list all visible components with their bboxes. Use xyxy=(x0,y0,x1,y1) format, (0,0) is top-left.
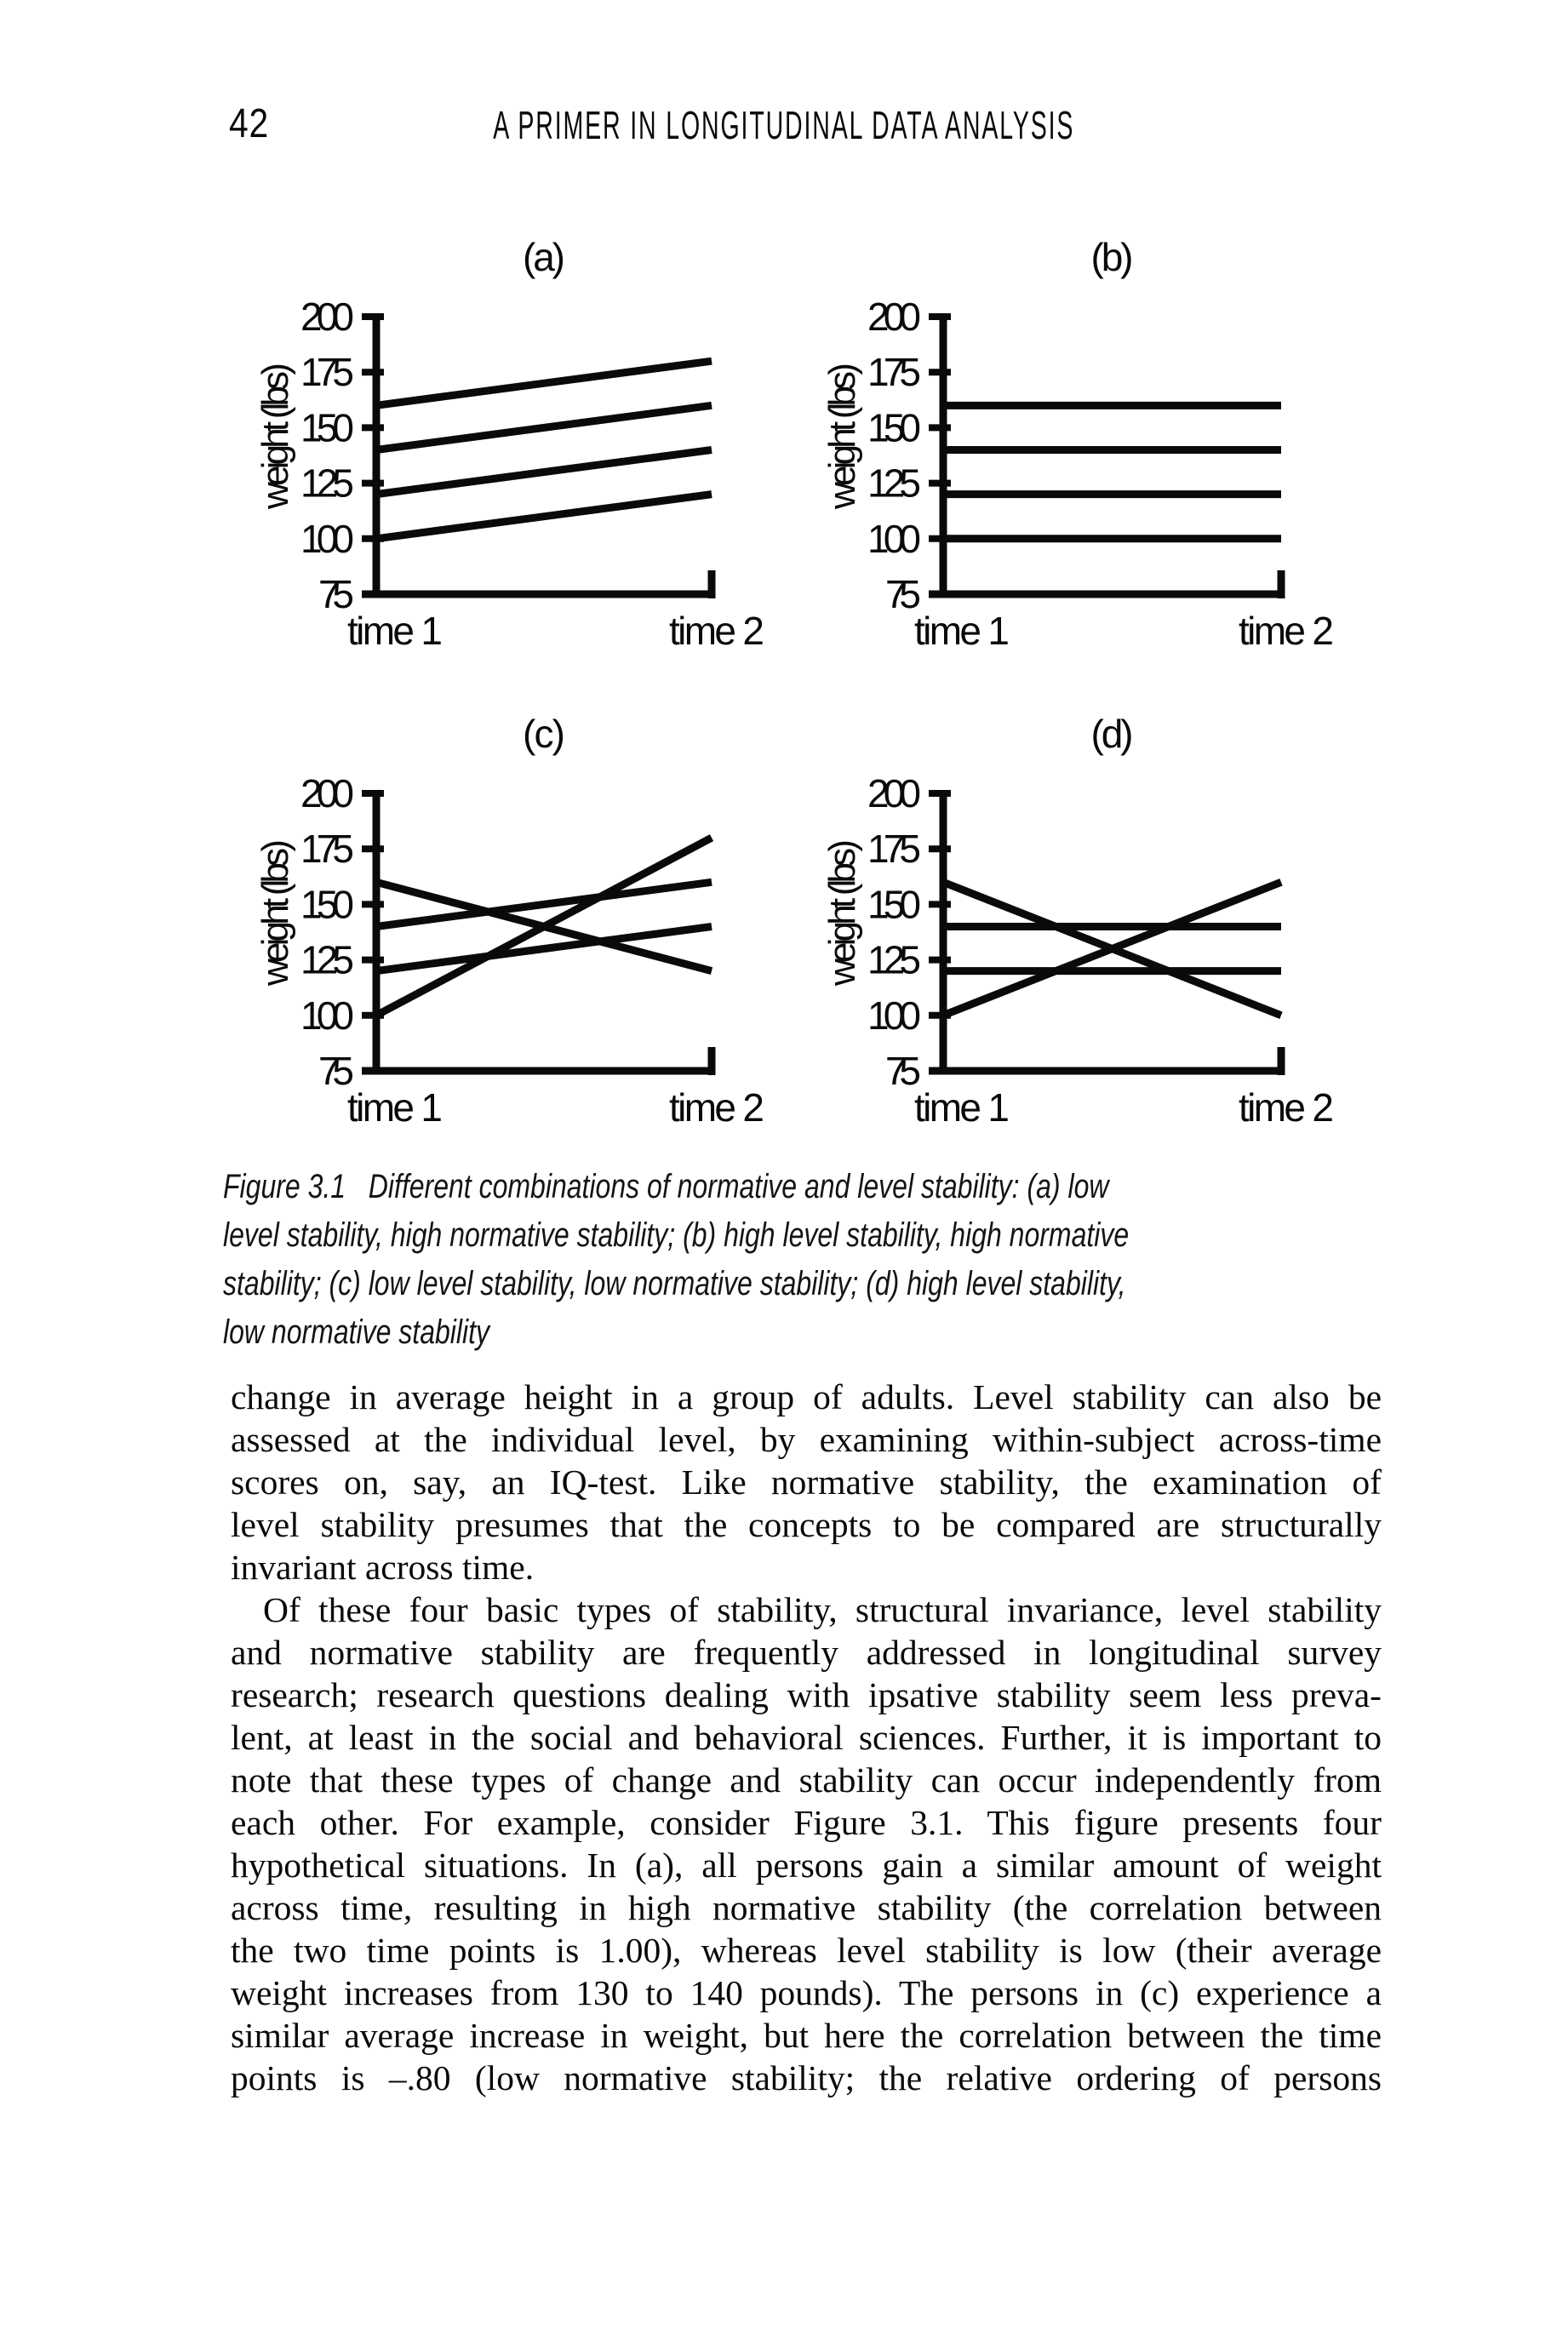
chart-c-y-tick-label-200: 200 xyxy=(300,771,354,815)
chart-b-title: (b) xyxy=(1090,235,1134,279)
body-line-p1-5: invariant across time. xyxy=(231,1548,535,1587)
body-line-p2-10: weight increases from 130 to 140 pounds). The persons in (c) experience a xyxy=(231,1973,1382,2012)
chart-a-person-4-line xyxy=(376,495,712,539)
figure-3-1-charts xyxy=(0,0,1568,1158)
body-line-p1-3: scores on, say, an IQ-test. Like normative stability, the examination of xyxy=(231,1462,1382,1502)
body-line-p2-12: points is –.80 (low normative stability; the relative ordering of persons xyxy=(231,2058,1382,2097)
chart-b-y-tick-label-200: 200 xyxy=(867,295,921,339)
chart-d-y-tick-label-75: 75 xyxy=(885,1049,921,1093)
chart-c-person-4-line xyxy=(376,838,712,1016)
chart-d-y-tick-label-150: 150 xyxy=(867,882,921,927)
chart-a-y-tick-label-75: 75 xyxy=(318,572,354,616)
chart-a-y-tick-label-100: 100 xyxy=(300,516,354,561)
chart-c-y-tick-label-100: 100 xyxy=(300,993,354,1038)
body-line-p2-2: and normative stability are frequently addressed in longitudinal survey xyxy=(231,1633,1382,1672)
chart-c-title: (c) xyxy=(523,712,565,756)
body-line-p1-4: level stability presumes that the concepts to be compared are structurally xyxy=(231,1505,1382,1544)
chart-a-person-2-line xyxy=(376,405,712,449)
chart-a-person-3-line xyxy=(376,449,712,494)
running-title: A PRIMER IN LONGITUDINAL DATA ANALYSIS xyxy=(493,103,1075,147)
chart-a-y-tick-label-200: 200 xyxy=(300,295,354,339)
chart-a-ylabel: weight (lbs) xyxy=(255,363,296,509)
chart-d-y-tick-label-125: 125 xyxy=(867,937,921,982)
body-line-p2-8: across time, resulting in high normative stability (the correlation between xyxy=(231,1888,1382,1927)
body-line-p2-6: each other. For example, consider Figure 3.1. This figure presents four xyxy=(231,1803,1382,1842)
chart-b-y-tick-label-100: 100 xyxy=(867,516,921,561)
chart-d-title: (d) xyxy=(1090,712,1134,756)
chart-d-y-tick-label-200: 200 xyxy=(867,771,921,815)
body-line-p2-3: research; research questions dealing with ipsative stability seem less preva- xyxy=(231,1675,1382,1714)
body-line-p2-4: lent, at least in the social and behavioral sciences. Further, it is important to xyxy=(231,1718,1382,1757)
body-line-p2-1: Of these four basic types of stability, structural invariance, level stability xyxy=(263,1590,1382,1629)
chart-a-xlabel-time1: time 1 xyxy=(347,609,443,653)
chart-d-ylabel: weight (lbs) xyxy=(821,839,863,986)
chart-d-y-tick-label-100: 100 xyxy=(867,993,921,1038)
chart-b-y-tick-label-75: 75 xyxy=(885,572,921,616)
caption-line-2: level stability, high normative stability; (b) high level stability, high normative xyxy=(223,1216,1130,1254)
chart-d-xlabel-time2: time 2 xyxy=(1239,1085,1334,1130)
chart-b-xlabel-time2: time 2 xyxy=(1239,609,1334,653)
chart-b-xlabel-time1: time 1 xyxy=(914,609,1010,653)
chart-c-y-tick-label-75: 75 xyxy=(318,1049,354,1093)
chart-c-xlabel-time1: time 1 xyxy=(347,1085,443,1130)
chart-a-y-tick-label-175: 175 xyxy=(300,350,354,395)
chart-b-y-tick-label-125: 125 xyxy=(867,461,921,506)
chart-a-person-1-line xyxy=(376,361,712,405)
caption-line-4: low normative stability xyxy=(223,1313,489,1351)
chart-b-y-tick-label-150: 150 xyxy=(867,405,921,450)
chart-c-ylabel: weight (lbs) xyxy=(255,839,296,986)
chart-a-y-tick-label-150: 150 xyxy=(300,405,354,450)
chart-d-y-tick-label-175: 175 xyxy=(867,827,921,872)
chart-c-y-tick-label-150: 150 xyxy=(300,882,354,927)
figure-caption xyxy=(223,1163,1500,1357)
body-line-p2-9: the two time points is 1.00), whereas level stability is low (their average xyxy=(231,1931,1382,1970)
body-line-p2-11: similar average increase in weight, but here the correlation between the time xyxy=(231,2016,1382,2055)
caption-line-3: stability; (c) low level stability, low normative stability; (d) high level stability, xyxy=(223,1265,1126,1302)
body-text xyxy=(231,1376,1382,2099)
chart-b-y-tick-label-175: 175 xyxy=(867,350,921,395)
chart-c-xlabel-time2: time 2 xyxy=(669,1085,764,1130)
body-line-p1-2: assessed at the individual level, by examining within-subject across-time xyxy=(231,1420,1382,1459)
chart-c-person-2-line xyxy=(376,882,712,926)
chart-c-person-3-line xyxy=(376,926,712,970)
chart-b-ylabel: weight (lbs) xyxy=(821,363,863,509)
body-line-p1-1: change in average height in a group of adults. Level stability can also be xyxy=(231,1377,1382,1416)
chart-a-title: (a) xyxy=(523,235,565,279)
body-line-p2-5: note that these types of change and stability can occur independently from xyxy=(231,1760,1382,1800)
chart-a-y-tick-label-125: 125 xyxy=(300,461,354,506)
page-number: 42 xyxy=(229,101,270,146)
chart-a-xlabel-time2: time 2 xyxy=(669,609,764,653)
chart-c-y-tick-label-175: 175 xyxy=(300,827,354,872)
chart-c-y-tick-label-125: 125 xyxy=(300,937,354,982)
chart-d-xlabel-time1: time 1 xyxy=(914,1085,1010,1130)
caption-line-1: Figure 3.1 Different combinations of normative and level stability: (a) low xyxy=(223,1168,1109,1205)
body-line-p2-7: hypothetical situations. In (a), all persons gain a similar amount of weight xyxy=(231,1846,1382,1885)
